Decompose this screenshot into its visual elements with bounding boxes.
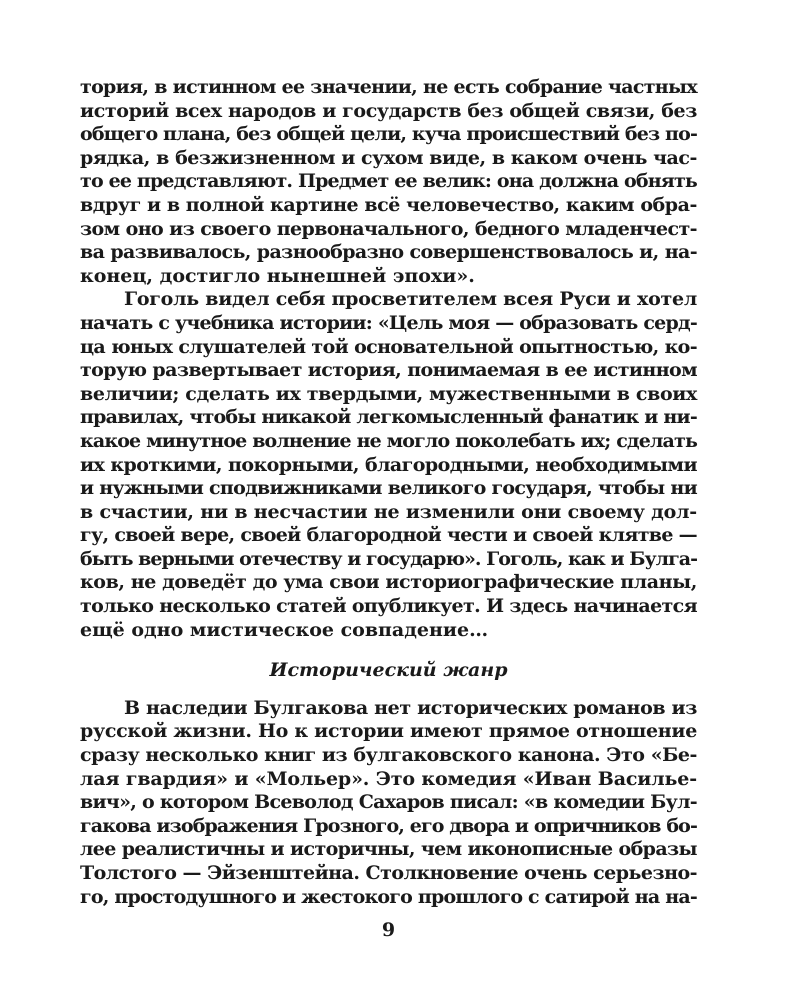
text-line: лее реалистичны и историчны, чем иконописные образы: [80, 838, 697, 861]
page-number: 9: [381, 919, 396, 942]
paragraph: [80, 697, 697, 909]
text-line: ва развивалось, разнообразно совершенствовалось и, на-: [80, 241, 697, 264]
text-line: зом оно из своего первоначального, бедного младенчест-: [80, 217, 697, 240]
text-line: ещё одно мистическое совпадение…: [80, 618, 489, 641]
text-line: историй всех народов и государств без общей связи, без: [80, 99, 697, 122]
text-line: начать с учебника истории: «Цель моя — образовать серд-: [80, 311, 697, 334]
section-heading: Исторический жанр: [269, 659, 508, 682]
text-line: вич», о котором Всеволод Сахаров писал: «в комедии Бул-: [80, 791, 697, 814]
text-line: правилах, чтобы никакой легкомысленный фанатик и ни-: [80, 406, 698, 429]
text-line: Гоголь видел себя просветителем всея Руси и хотел: [124, 288, 697, 311]
text-line: лая гвардия» и «Мольер». Это комедия «Иван Василье-: [80, 767, 697, 790]
text-line: и нужными сподвижниками великого государя, чтобы ни: [80, 477, 697, 500]
text-line: в счастии, ни в несчастии не изменили они своему дол-: [80, 500, 697, 523]
paragraph: [80, 288, 697, 642]
text-line: гакова изображения Грозного, его двора и опричников бо-: [80, 814, 697, 837]
text-line: только несколько статей опубликует. И здесь начинается: [80, 595, 697, 618]
text-line: какое минутное волнение не могло поколебать их; сделать: [80, 429, 697, 452]
text-line: величии; сделать их твердыми, мужественными в своих: [80, 382, 697, 405]
page-body: [80, 76, 697, 943]
text-line: тория, в истинном ее значении, не есть собрание частных: [80, 76, 697, 98]
paragraph: [80, 76, 697, 288]
text-line: их кроткими, покорными, благородными, необходимыми: [80, 453, 697, 476]
text-line: конец, достигло нынешней эпохи».: [80, 264, 475, 287]
text-line: В наследии Булгакова нет исторических романов из: [124, 696, 697, 719]
text-line: вдруг и в полной картине всё человечество, каким обра-: [80, 193, 697, 216]
text-line: быть верными отечеству и государю». Гоголь, как и Булга-: [80, 547, 698, 570]
text-line: го, простодушного и жестокого прошлого с сатирой на на-: [80, 885, 697, 908]
text-line: гу, своей вере, своей благородной чести и своей клятве —: [80, 524, 697, 547]
text-section-2: [80, 697, 697, 909]
text-line: рядка, в безжизненном и сухом виде, в каком очень час-: [80, 146, 697, 169]
text-line: то ее представляют. Предмет ее велик: она должна обнять: [80, 170, 697, 193]
text-line: торую развертывает история, понимаемая в ее истинном: [80, 359, 697, 382]
text-section-1: [80, 76, 697, 642]
text-line: сразу несколько книг из булгаковского канона. Это «Бе-: [80, 744, 697, 767]
text-line: ца юных слушателей той основательной опытностью, ко-: [80, 335, 697, 358]
text-line: русской жизни. Но к истории имеют прямое отношение: [80, 720, 697, 743]
text-line: ков, не доведёт до ума свои историографические планы,: [80, 571, 697, 594]
text-line: общего плана, без общей цели, куча происшествий без по-: [80, 123, 697, 146]
text-line: Толстого — Эйзенштейна. Столкновение очень серьезно-: [80, 862, 697, 884]
